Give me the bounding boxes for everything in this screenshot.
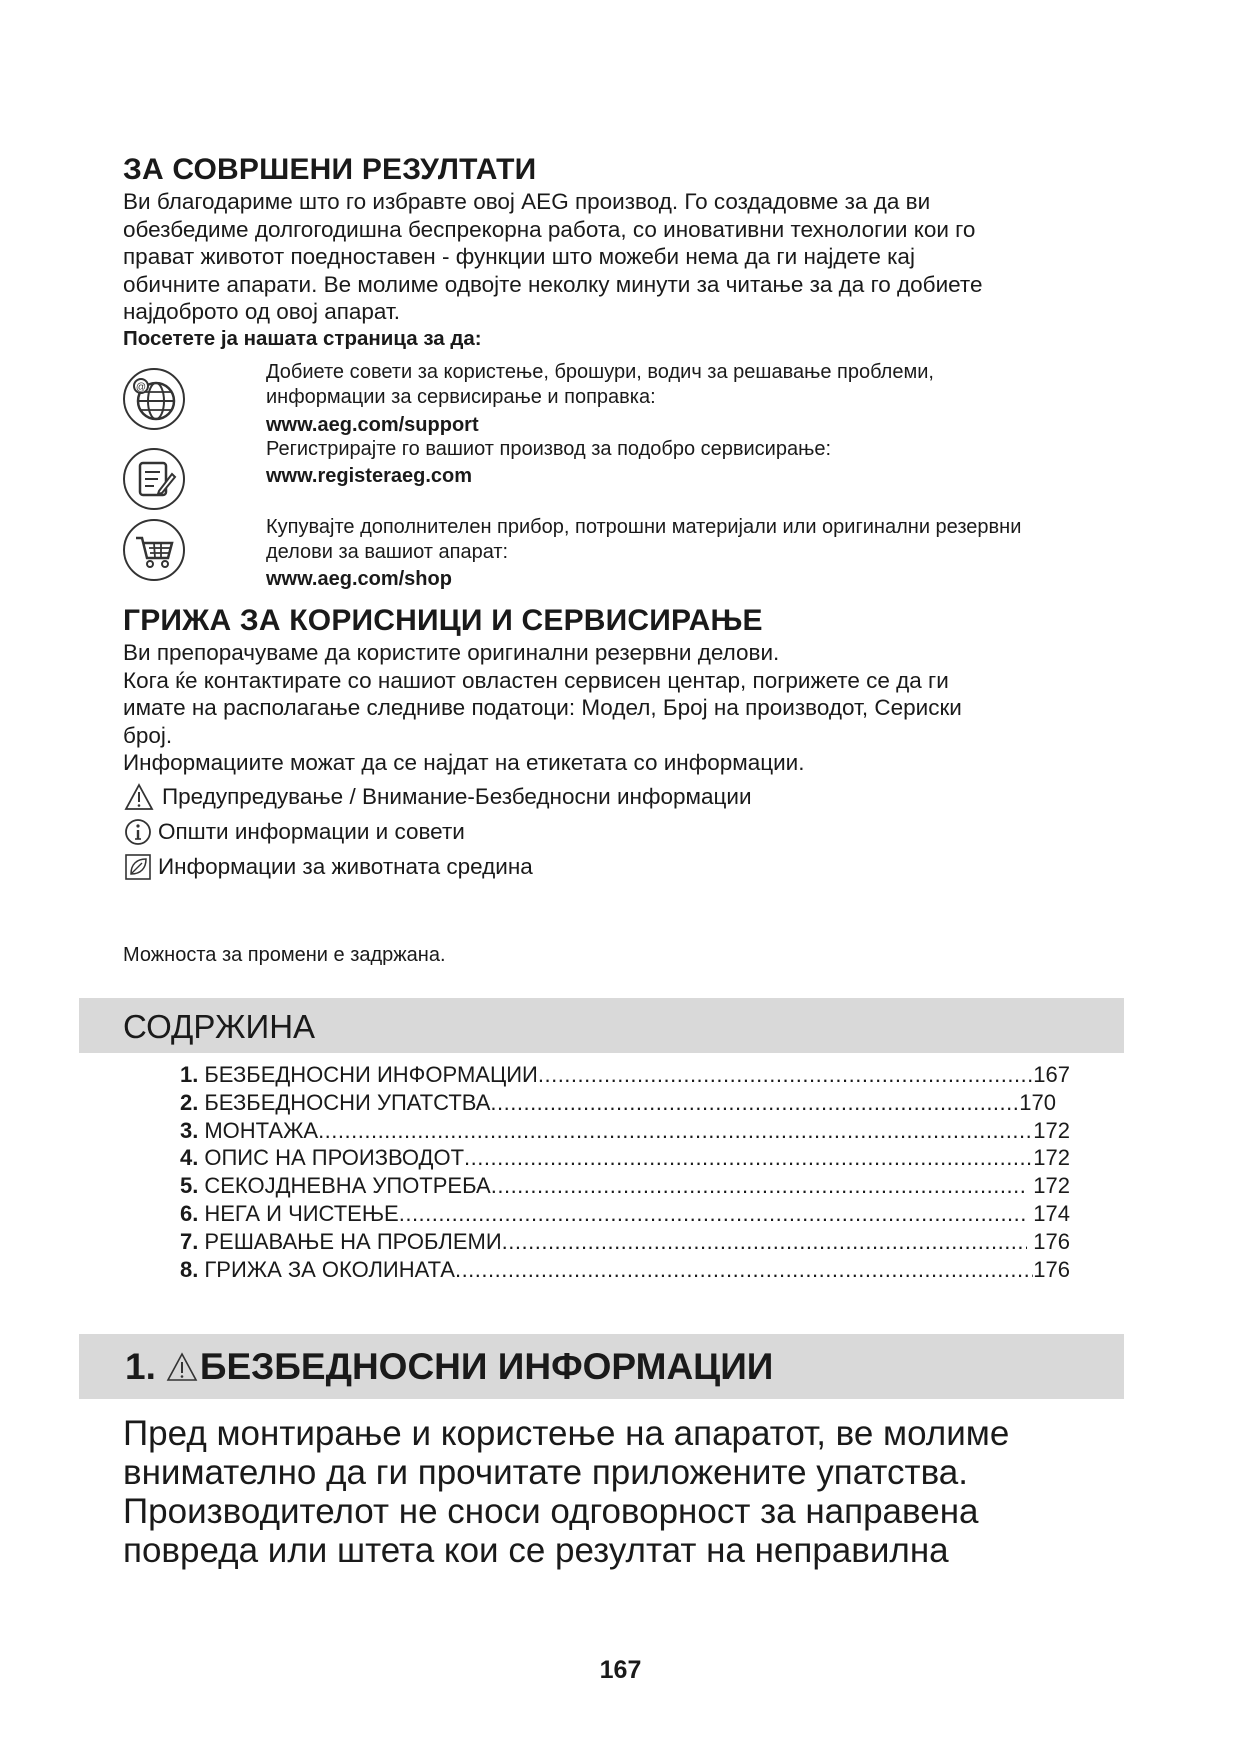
globe-icon (122, 367, 186, 431)
intro-line: најдоброто од овој апарат. (123, 299, 400, 324)
link-shop (266, 515, 1021, 592)
section1-title (125, 1346, 773, 1388)
toc-item[interactable] (180, 1257, 1070, 1285)
toc-leader (455, 1257, 1033, 1283)
toc-item[interactable] (180, 1145, 1070, 1173)
toc-page: 176 (1033, 1228, 1070, 1254)
toc-label: БЕЗБЕДНОСНИ УПАТСТВА (204, 1089, 491, 1115)
toc-label: ОПИС НА ПРОИЗВОДОТ (204, 1145, 465, 1171)
legend-info-text: Општи информации и совети (158, 819, 465, 844)
care-line: Ви препорачуваме да користите оригинални резервни делови. (123, 640, 780, 665)
toc-leader (491, 1173, 1028, 1199)
link-shop-text: Купувајте дополнителен прибор, потрошни материјали или оригинални резервни (266, 516, 1022, 538)
toc-leader (490, 1090, 1019, 1116)
section1-line: Производителот не сноси одговорност за направена (123, 1492, 979, 1531)
toc-leader (502, 1229, 1028, 1255)
legend-info (124, 818, 465, 846)
register-icon (122, 447, 186, 511)
info-icon (124, 818, 152, 846)
intro-line: Ви благодариме што го избравте овој AEG производ. Го создадовме за да ви (123, 189, 931, 214)
toc-label: НЕГА И ЧИСТЕЊЕ (204, 1200, 399, 1226)
warning-icon (166, 1352, 198, 1382)
care-line: Кога ќе контактирате со нашиот овластен сервисен центар, погрижете се да ги (123, 667, 949, 693)
care-line: имате на располагање следниве податоци: Модел, Број на производот, Сериски (123, 695, 962, 720)
toc-number: 3. (180, 1117, 199, 1143)
section1-heading-text: БЕЗБЕДНОСНИ ИНФОРМАЦИИ (199, 1346, 774, 1387)
toc-page: 172 (1033, 1173, 1070, 1199)
link-support (266, 360, 934, 438)
toc-number: 6. (180, 1200, 199, 1226)
toc-page: 167 (1033, 1062, 1070, 1087)
link-register-text: Регистрирајте го вашиот производ за подобро сервисирање: (266, 438, 832, 460)
legend-environment-text: Информации за животната средина (158, 854, 533, 879)
legend-warning (124, 783, 752, 811)
section1-header-band (79, 1334, 1124, 1399)
section1-number: 1. (125, 1346, 156, 1387)
intro-paragraph (123, 188, 1123, 326)
toc-number: 4. (180, 1145, 199, 1171)
toc-number: 8. (180, 1256, 199, 1282)
legend-warning-text: Предупредување / Внимание-Безбедносни информации (162, 784, 752, 809)
toc-page: 172 (1033, 1145, 1070, 1171)
intro-line: обезбедиме долгогодишна беспрекорна работа, со иновативни технологии кои го (123, 216, 976, 242)
toc-item[interactable] (180, 1173, 1070, 1201)
contents-header-band (79, 998, 1124, 1053)
legend-environment (124, 853, 533, 881)
link-register (266, 437, 831, 489)
care-line: број. (123, 722, 173, 748)
toc-number: 1. (180, 1062, 199, 1087)
support-url[interactable]: www.aeg.com/support (266, 414, 479, 436)
toc-leader (318, 1118, 1033, 1144)
toc-number: 5. (180, 1173, 199, 1199)
intro-line: прават животот поедноставен - функции што можеби нема да ги најдете кај (123, 244, 915, 269)
shop-url[interactable]: www.aeg.com/shop (266, 568, 452, 590)
warning-icon (124, 783, 154, 811)
care-paragraph (123, 639, 1123, 777)
link-shop-text: делови за вашиот апарат: (266, 541, 509, 563)
toc-page: 170 (1019, 1089, 1056, 1115)
toc-label: СЕКОЈДНЕВНА УПОТРЕБА (204, 1173, 491, 1199)
table-of-contents (180, 1062, 1070, 1284)
link-support-text: информации за сервисирање и поправка: (266, 386, 656, 408)
toc-leader (464, 1145, 1033, 1171)
toc-page: 176 (1033, 1256, 1070, 1282)
section1-line: Пред монтирање и користење на апаратот, ве молиме (123, 1414, 1010, 1453)
section1-intro (123, 1414, 1123, 1570)
page-number: 167 (599, 1656, 642, 1684)
svg-text:@: @ (135, 382, 147, 393)
care-line: Информациите можат да се најдат на етикетата со информации. (123, 750, 805, 775)
section1-line: повреда или штета кои се резултат на неправилна (123, 1531, 949, 1570)
toc-item[interactable] (180, 1201, 1070, 1229)
toc-page: 172 (1033, 1117, 1070, 1143)
cart-icon (122, 518, 186, 582)
visit-label: Посетете ја нашата страница за да: (123, 327, 482, 350)
contents-title: СОДРЖИНА (123, 1008, 316, 1045)
toc-label: МОНТАЖА (204, 1117, 319, 1143)
toc-label: БЕЗБЕДНОСНИ ИНФОРМАЦИИ (204, 1062, 538, 1087)
toc-item[interactable] (180, 1090, 1056, 1118)
intro-title: ЗА СОВРШЕНИ РЕЗУЛТАТИ (123, 153, 537, 186)
register-url[interactable]: www.registeraeg.com (266, 465, 472, 487)
toc-item[interactable] (180, 1062, 1070, 1090)
section1-line: внимателно да ги прочитате приложените упатства. (123, 1453, 968, 1492)
care-title: ГРИЖА ЗА КОРИСНИЦИ И СЕРВИСИРАЊЕ (123, 604, 763, 637)
toc-leader (538, 1062, 1033, 1088)
toc-number: 2. (180, 1089, 199, 1115)
intro-line: обичните апарати. Ве молиме одвојте неколку минути за читање за да го добиете (123, 271, 983, 297)
leaf-icon (124, 853, 152, 881)
toc-item[interactable] (180, 1118, 1070, 1146)
toc-leader (399, 1201, 1028, 1227)
toc-label: ГРИЖА ЗА ОКОЛИНАТА (204, 1256, 455, 1282)
changes-note: Можноста за промени е задржана. (123, 944, 446, 966)
toc-label: РЕШАВАЊЕ НА ПРОБЛЕМИ (204, 1228, 502, 1254)
toc-page: 174 (1033, 1200, 1070, 1226)
toc-item[interactable] (180, 1229, 1070, 1257)
link-support-text: Добиете совети за користење, брошури, водич за решавање проблеми, (266, 361, 934, 383)
toc-number: 7. (180, 1228, 199, 1254)
